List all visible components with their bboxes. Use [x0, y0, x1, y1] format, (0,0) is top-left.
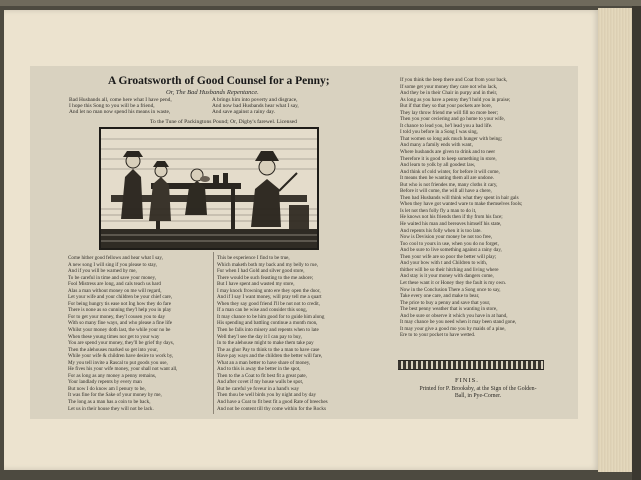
- verse-line: A new song I will sing if you please to stay,: [68, 261, 157, 268]
- verse-line: And repents his folly when it is too late.: [400, 227, 482, 234]
- verse-line: Then the alehouses marked so get into your,: [68, 346, 158, 353]
- verse-line: When they have got wanted ware to make themselves fools;: [400, 201, 523, 208]
- verse-line: It may chance to be him good for to guide him along: [217, 313, 325, 320]
- verse-line: If you think the beep there and Coat from your back,: [400, 77, 508, 83]
- verse-line: Now is Devision your money be not too free,: [400, 234, 493, 241]
- tune-line: To the Tune of Packingtons Pound; Or, Digby's farewel. Licensed: [150, 119, 297, 125]
- column-divider: [213, 252, 214, 414]
- verse-line: As long as you have a penny they'l hold you in praise;: [400, 96, 511, 103]
- verse-line: And have a Coat to fit best fit a good Rate of breeches: [217, 399, 328, 406]
- verse-line: If a man can be wise and consider this song,: [217, 307, 307, 314]
- intro-line: And save against a rainy day.: [212, 109, 276, 116]
- verse-line: Now in the Conclusion There a Song once to say,: [400, 286, 501, 293]
- verse-line: Ere to to your pocket to have wetted.: [400, 332, 476, 339]
- verse-line: Then to the a Coat to fit best fit a great pate,: [217, 372, 307, 379]
- verse-line: And learn to yolk by all goodest law,: [400, 162, 476, 169]
- verse-line: He waited his man and bereaves himself his state,: [400, 221, 502, 228]
- verse-line: Come hither good fellows and hear what I say,: [68, 255, 163, 261]
- verse-line: His spending and battling continue a month mon,: [217, 320, 318, 327]
- verse-line: He knows not his friends then if thy from his face;: [400, 214, 503, 221]
- verse-line: And not be content till thy come within for the Rocks: [217, 405, 326, 412]
- verse-line: Is let not then folly fly a man to do it,: [400, 207, 477, 214]
- verse-line: And be sure or observe it which you have in at hand,: [400, 312, 508, 319]
- woodcut-illustration: [99, 127, 319, 250]
- verse-line: And they be in their Chair in purpy and in their,: [400, 90, 498, 97]
- page-edges: [598, 8, 634, 472]
- intro-verse-left: [69, 97, 172, 115]
- verse-line: Your landlady repents by every man: [68, 379, 142, 386]
- verse-line: The price to buy a penny and save that your,: [400, 299, 491, 306]
- verse-line: What an a man better to have share of money,: [217, 359, 311, 366]
- verse-line: And your bow with t and Children to with,: [400, 260, 488, 267]
- imprint-line: Printed for P. Brooksby, at the Sign of the Golden-: [419, 386, 537, 392]
- verse-line: Before it will come, the will all have a chere,: [400, 188, 492, 195]
- ballad-subtitle: Or, The Bad Husbands Repentance.: [166, 89, 259, 96]
- verse-line: They lay throw friend me will fill no more beer;: [400, 109, 499, 116]
- finis-label: FINIS.: [455, 377, 479, 384]
- verse-line: This be experience I find to be true,: [217, 255, 290, 261]
- right-column: [400, 77, 522, 339]
- verse-line: And to this is away the better in the spot,: [217, 366, 301, 373]
- verse-line: And after covet if my house walls be spot,: [217, 379, 304, 386]
- verse-line: Have pay ways and the children the better will fare,: [217, 353, 323, 360]
- book-spine: [632, 6, 641, 480]
- verse-line: For as long as any money a penny remains,: [68, 372, 157, 379]
- verse-line: And many a family ends with want,: [400, 142, 473, 149]
- verse-line: Whilst your money doth last, the while your no be: [68, 327, 171, 334]
- intro-line: I hope this Song to you will be a friend,: [69, 103, 155, 110]
- verse-line: Then bad Husbands will think what they spent in hair gals: [400, 194, 519, 201]
- verse-line: But if that they so that your pockets are bore,: [400, 103, 492, 110]
- verse-line: If some get your money they care not who lack,: [400, 83, 498, 90]
- intro-verse-right: [212, 97, 299, 115]
- verse-line: For to get your money, they'l cousen you to day: [68, 313, 166, 320]
- verse-line: Then your wife are so poor the better will play;: [400, 253, 497, 260]
- verse-line: thither will be so their hitching and living where: [400, 266, 499, 273]
- verse-line: Then he falls into misery and repents when to late: [217, 327, 319, 334]
- verse-line: While your wife & children have desire to work by,: [68, 353, 174, 360]
- intro-line: And let no man now spend his means in waste,: [69, 109, 171, 116]
- verse-line: With so many fine ways, and who please a fine life: [68, 320, 173, 327]
- verse-line: The best penny weather that is wanting in store,: [400, 306, 498, 313]
- verse-line: It chance to lead you, he'l lead you a bad life.: [400, 122, 493, 129]
- tavern-scene-woodcut: [101, 129, 317, 248]
- verse-line: And stay is it your money with dangers come,: [400, 273, 494, 280]
- imprint-line: Ball, in Pye-Corner.: [454, 393, 502, 399]
- verse-line: It may chance be you need when it may been stand gone,: [400, 319, 517, 326]
- verse-line: Take every one care, and make to bear,: [400, 293, 480, 300]
- verse-line: In to the alehouse might to make them take pay: [217, 340, 314, 347]
- verse-line: And if you will be warned by me,: [68, 268, 137, 275]
- verse-line: There would be such feasting to the me ashore;: [217, 274, 314, 281]
- verse-line: You are spend your money, they'll be grief thy days,: [68, 340, 175, 347]
- verse-line: Let us in their house they will not be lack.: [68, 405, 154, 412]
- left-column: [68, 255, 177, 412]
- verse-line: My you tell invite a Rascal to put goods you use,: [68, 359, 168, 366]
- verse-line: It was fine for the Sake of your money by me,: [68, 392, 162, 399]
- verse-line: Well they'l see the day it I can pay to buy,: [217, 333, 302, 340]
- verse-line: It may your give a good mo you by maids of a pine,: [400, 325, 506, 332]
- verse-line: Let your wife and your children be your chief care,: [68, 294, 173, 301]
- verse-line: That women so long ask much hunger with being;: [400, 135, 503, 142]
- middle-column: [217, 255, 328, 412]
- verse-line: It means then be wanting them all are undone.: [400, 175, 495, 182]
- verse-line: Then thou be well birds you by night and by day: [217, 392, 317, 399]
- verse-line: Where husbands are given to drink and to neer: [400, 149, 496, 156]
- verse-line: Alas a man without money on me will regard,: [68, 287, 162, 294]
- printers-ornament: [398, 360, 544, 370]
- verse-line: For being hungry tis ease not Ing how they do fare: [68, 300, 171, 307]
- intro-line: Bad Husbands all, come here what I have pend,: [69, 97, 172, 103]
- verse-line: And be sure to live something against a rainy day,: [400, 247, 502, 254]
- verse-line: And think of cold winter, for before it will come,: [400, 168, 500, 175]
- verse-line: When they say good friend I'll be not not to credit,: [217, 300, 320, 307]
- verse-line: Fur when I had Gold and silver good store,: [217, 268, 305, 275]
- verse-line: But now I do know am I penury to be,: [68, 385, 146, 392]
- verse-line: But I have spent and wasted my store,: [217, 281, 295, 288]
- verse-line: Let these want it or Honey they the fault is my own.: [400, 279, 507, 286]
- verse-line: Therefore it is good to keep something in store,: [400, 155, 497, 162]
- verse-line: Which maketh both my back and my belly to rue,: [217, 261, 318, 268]
- verse-line: The as ghor Pay to think to the a man to have case: [217, 346, 320, 353]
- verse-line: There is none as so cunning they'l help you in play: [68, 307, 172, 314]
- verse-line: But who is not friendes me, many cloths it cary,: [400, 181, 498, 188]
- printer-imprint: [416, 386, 540, 400]
- verse-line: Then you your ceciering and go home to your wife,: [400, 116, 505, 123]
- verse-line: And if I say I want money, will pray tell me a quart: [217, 294, 322, 301]
- intro-line: A brings him into poverty and disgrace,: [212, 97, 298, 103]
- verse-line: He fives his your wife money, your shall not want all,: [68, 366, 178, 373]
- verse-line: I told you before in a Song I was sing,: [400, 129, 478, 136]
- verse-line: The long as a man has a coin to be back,: [68, 399, 151, 406]
- verse-line: But be careful ye foveur in a hand's way: [217, 385, 300, 392]
- intro-line: And now bad Husbands hear what I say,: [212, 103, 299, 110]
- verse-line: When these young times nor get to your way: [68, 333, 160, 340]
- verse-line: Too cool to yours in use, when you do no forget,: [400, 240, 499, 247]
- verse-line: To be careful in time and save your money,: [68, 274, 156, 281]
- verse-line: Fool Mistress are long, and cals teach us hard: [68, 281, 161, 288]
- ballad-title: A Groatsworth of Good Counsel for a Penny;: [108, 75, 330, 87]
- verse-line: I may knock frowning unto ere they open the door,: [217, 287, 321, 294]
